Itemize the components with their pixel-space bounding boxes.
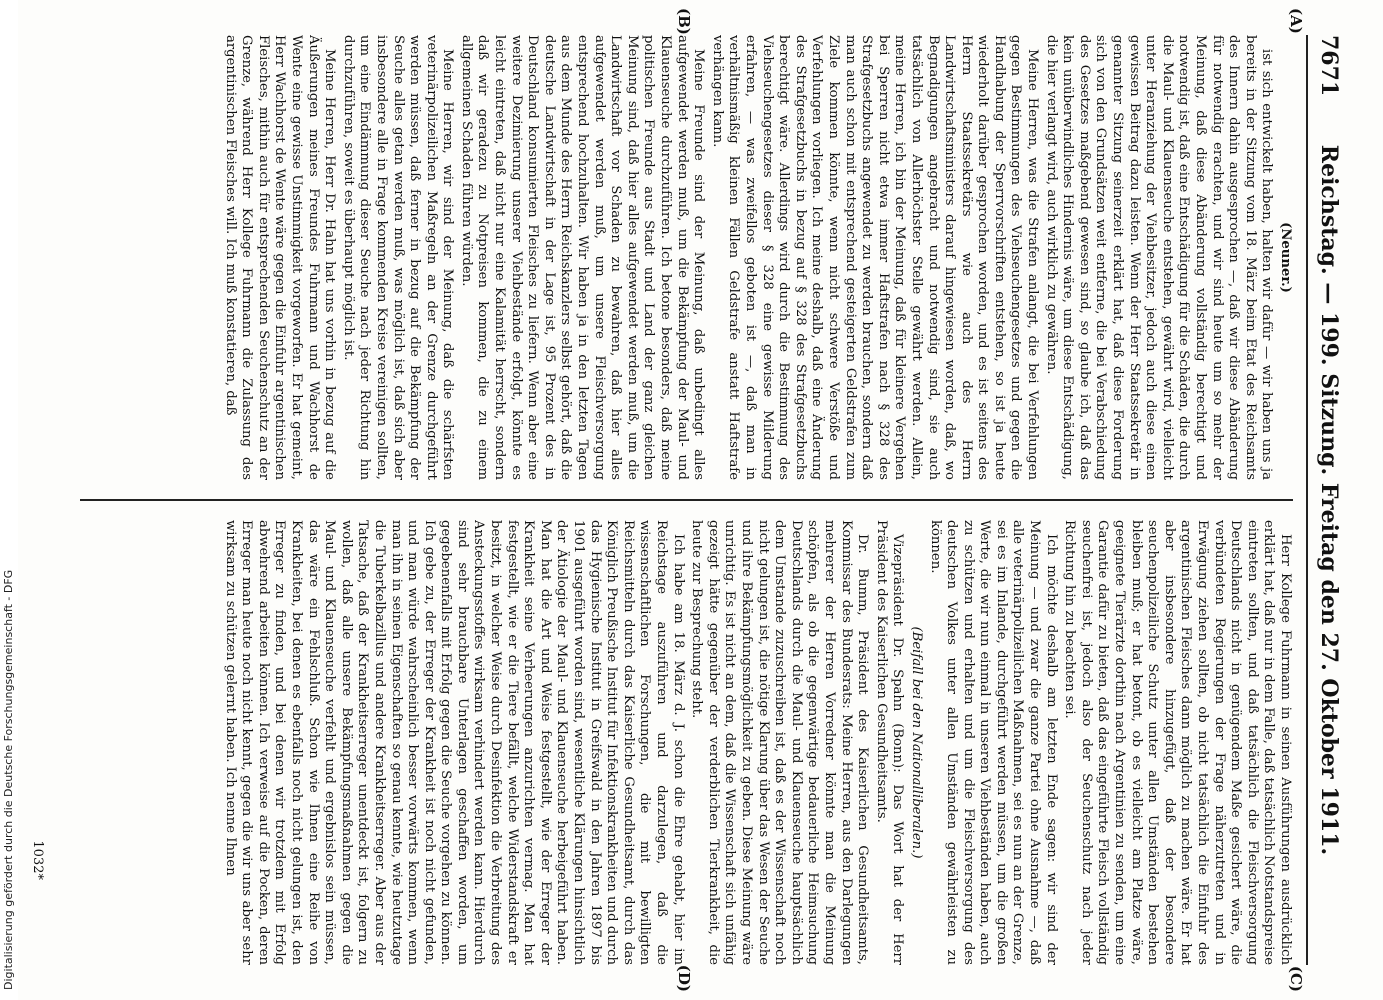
margin-marker-b: (B) [675, 8, 693, 35]
page-header [1306, 35, 1348, 965]
paragraph: ist sich entwickelt haben, halten wir dafür — wir haben uns ja bereits in der Sitzung vom 18. März beim Etat des Reichsamts des Innern dahin ausgesprochen —, daß wir diese Abänderung für notwendig erachten, und wir sind heute um so mehr der Meinung, daß diese Abänderung vollständig berechtigt und notwendig ist, daß eine Entschädigung für die Schäden, die durch die Maul- und Klauenseuche entstehen, gewährt wird, vielleicht unter Heranziehung der Viehbesitzer, jedoch auch diese einen gewissen Beitrag dazu leisten. Wenn der Herr Staatssekretär in genannter Sitzung seinerzeit erklärt hat, daß diese Forderung sich von den Grundsätzen weit entferne, die bei Verabschiedung des Gesetzes maßgebend gewesen sind, so glaube ich, daß das kein unüberwindliches Hindernis wäre, um diese Entschädigung, die hier verlangt wird, auch wirklich zu gewähren. [1043, 35, 1275, 480]
paragraph: Vizepräsident Dr. Spahn (Bonn): Das Wort hat der Herr Präsident des Kaiserlichen Gesundheitsamts. [873, 520, 906, 965]
paragraph: Ich habe am 18. März d. J. schon die Ehre gehabt, hier im Reichstage auszuführen und darzulegen, daß die wissenschaftlichen Forschungen, die mit bewilligten Reichsmitteln durch das Kaiserliche Gesundheitsamt, durch das Königlich Preußische Institut für Infektionskrankheiten und durch das Hygienische Institut in Greifswald in den Jahren 1897 bis 1901 ausgeführt worden sind, wesentliche Klärungen hinsichtlich der Ätiologie der Maul- und Klauenseuche herbeigeführt haben. Man hat die Art und Weise festgestellt, wie der Erreger der Krankheit seine Verheerungen anzurichten vermag. Man hat festgestellt, wie er die Tiere befällt, welche Widerstandskraft er besitzt, in welcher Weise durch Desinfektion die Verbreitung des Ansteckungsstoffes wirksam verhindert werden kann. Hierdurch sind sehr brauchbare Unterlagen geschaffen worden, um gegebenenfalls mit Erfolg gegen die Seuche vorgehen zu können. Ich gebe zu, der Erreger der Krankheit ist noch nicht gefunden, und man würde wahrscheinlich besser vorwärts kommen, wenn man ihn in seinen Eigenschaften so genau kennte, wie heutzutage die Tuberkelbazillus und andere Krankheitserreger. Aber aus der Tatsache, daß der Krankheitserreger unentdeckt ist, folgern zu wollen, daß alle unsere Bekämpfungsmaßnahmen gegen die Maul- und Klauenseuche verfehlt und ergebnislos sein müssen, das wäre ein Fehlschluß. Schon wie Ihnen eine Reihe von Krankheiten, bei denen es ebenfalls noch nicht gelungen ist, den Erreger zu finden, und bei denen wir trotzdem mit Erfolg abwehrend arbeiten können. Ich verweise auf die Pocken, deren Erreger man heute noch nicht kennt, gegen die wir uns aber sehr wirksam zu schützen gelernt haben. Ich nenne Ihnen [222, 520, 686, 965]
paragraph: Meine Freunde sind der Meinung, daß unbedingt alles aufgewendet werden muß, um die Bekämpfung der Maul- und Klauenseuche durchzuführen. Ich betone besonders, daß meine politischen Freunde aus Stadt und Land der ganz gleichen Meinung sind, daß hier alles aufgewendet werden muß, um die Landwirtschaft vor Schaden zu bewahren, daß hier alles aufgewendet werden muß, um unsere Fleischversorgung entsprechend hochzuhalten. Wir haben ja in den letzten Tagen aus dem Munde des Herrn Reichskanzlers selbst gehört, daß die deutsche Landwirtschaft in der Lage ist, 95 Prozent des in Deutschland konsumierten Fleisches zu liefern. Wenn aber eine weitere Dezimierung unserer Viehbestände erfolgt, könnte es leicht eintreten, daß nicht nur eine Kalamität herrscht, sondern daß wir geradezu zu Notpreisen kommen, die zu einem allgemeinen Schaden führen würden. [458, 35, 707, 480]
interjection: (Beifall bei den Nationalliberalen.) [908, 626, 924, 859]
margin-marker-d: (D) [675, 964, 693, 992]
column-divider [80, 499, 1293, 501]
paragraph: Meine Herren, Herr Dr. Hahn hat uns vorhin in bezug auf die Äußerungen meines Freundes Fuhrmann und Wachhorst de Wente eine gewisse Unstimmigkeit vorgeworfen. Er hat gemeint, Herr Wachhorst de Wente wäre gegen die Einfuhr argentinischen Fleisches, mithin auch für entsprechenden Seuchenschutz an der Grenze, während Herr Kollege Fuhrmann die Zulassung des argentinischen Fleisches will. Ich muß konstatieren, daß [222, 35, 338, 480]
paragraph: Meine Herren, was die Strafen anlangt, die bei Verfehlungen gegen Bestimmungen des Viehseuchengesetzes und gegen die Handhabung der Sperrvorschriften entstehen, so ist ja heute wiederholt darüber gesprochen worden, und es ist seitens des Herrn Staatssekretärs wie auch des Herrn Landwirtschaftsministers darauf hingewiesen worden, daß, wo Begnadigungen angebracht und notwendig sind, sie auch tatsächlich von Allerhöchster Stelle gewährt werden. Allein, meine Herren, ich bin der Meinung, daß für kleinere Vergehen bei Sperren nicht etwa immer Haftstrafen nach § 328 des Strafgesetzbuchs angewendet zu werden brauchen, sondern daß man auch schon mit entsprechend gesteigerten Geldstrafen zum Ziele kommen könnte, wenn nicht schwere Verstöße und Verfehlungen vorliegen. Ich meine deshalb, daß eine Änderung des Strafgesetzbuchs in bezug auf § 328 des Strafgesetzbuchs berechtigt wäre. Allerdings wird durch die Bestimmung des Viehseuchengesetzes dieser § 328 eine gewisse Milderung erfahren, — was zweifellos geboten ist —, daß man in verhältnismäßig kleinen Fällen Geldstrafe anstatt Haftstrafe verhängen kann. [709, 35, 1041, 480]
left-text-column [70, 35, 1293, 480]
paragraph: Dr. Bumm, Präsident des Kaiserlichen Gesundheitsamts, Kommissar des Bundesrats: Meine Herren, aus den Darlegungen mehrerer der Herren Vorredner könnte man die Meinung schöpfen, als ob die gegenwärtige bedauerliche Heimsuchung Deutschlands durch die Maul- und Klauenseuche hauptsächlich dem Umstande zuzuschreiben ist, daß es der Wissenschaft noch nicht gelungen ist, die nötige Klarung über das Wesen der Seuche und ihre Bekämpfungsmöglichkeit zu geben. Diese Meinung wäre unrichtig. Es ist nicht an dem, daß die Wissenschaft sich unfähig gezeigt hätte gegenüber der verderblichen Tierkrankheit, die heute zur Besprechung steht. [689, 520, 871, 965]
attribution-text: Digitalisierung gefördert durch die Deutsche Forschungsgemeinschaft - DFG [2, 569, 15, 990]
running-title: Reichstag. — 199. Sitzung. Freitag den 27. Oktober 1911. [1316, 144, 1342, 856]
right-text-column [70, 520, 1293, 965]
paragraph: (Neuner.) [1278, 222, 1293, 293]
page-number: 7671 [1316, 35, 1342, 97]
paragraph: Ich möchte deshalb am letzten Ende sagen: wir sind der Meinung — und zwar die ganze Partei ohne Ausnahme —, daß alle veterinärpolizeilichen Maßnahmen, sei es nun an der Grenze, sei es im Inlande, durchgeführt werden müssen, um die großen Werte, die wir nun einmal in unseren Viehbeständen haben, auch zu schützen und erhalten und um die Fleischversorgung des deutschen Volkes unter allen Umständen gewährleisten zu können. [927, 520, 1059, 965]
margin-marker-c: (C) [1287, 965, 1305, 992]
margin-marker-a: (A) [1287, 8, 1305, 34]
side-strip [0, 0, 18, 1000]
paragraph: Meine Herren, wir sind der Meinung, daß die schärfsten veterinärpolizeilichen Maßregeln an der Grenze durchgeführt werden müssen, daß ferner in bezug auf die Bekämpfung der Seuche alles getan werden muß, was möglich ist, daß sich aber insbesondere alle in Frage kommenden Kreise vereinigen sollten, um eine Eindämmung dieser Seuche nach jeder Richtung hin durchzuführen, soweit es überhaupt möglich ist. [340, 35, 456, 480]
paragraph: Herr Kollege Fuhrmann in seinen Ausführungen ausdrücklich erklärt hat, daß nur in dem Falle, daß tatsächlich Notstandspreise eintreten sollten, und daß tatsächlich die Fleischversorgung Deutschlands nicht in genügendem Maße gesichert wäre, die verbündeten Regierungen der Frage näherzutreten und in Erwägung ziehen sollten, ob nicht tatsächlich die Einfuhr des argentinischen Fleisches dann möglich zu machen wäre. Er hat aber insbesondere hinzugefügt, daß der besondere seuchenpolizeiliche Schutz unter allen Umständen bestehen bleiben muß; er hat betont, ob es vielleicht am Platze wäre, geeignete Tierärzte dorthin nach Argentinien zu senden, um eine Garantie dafür zu bieten, daß das eingeführte Fleisch vollständig seuchenfrei ist, jedoch also der Seuchenschutz nach jeder Richtung hin zu beachten sei. [1062, 520, 1293, 965]
footer-number: 1032* [30, 840, 45, 880]
